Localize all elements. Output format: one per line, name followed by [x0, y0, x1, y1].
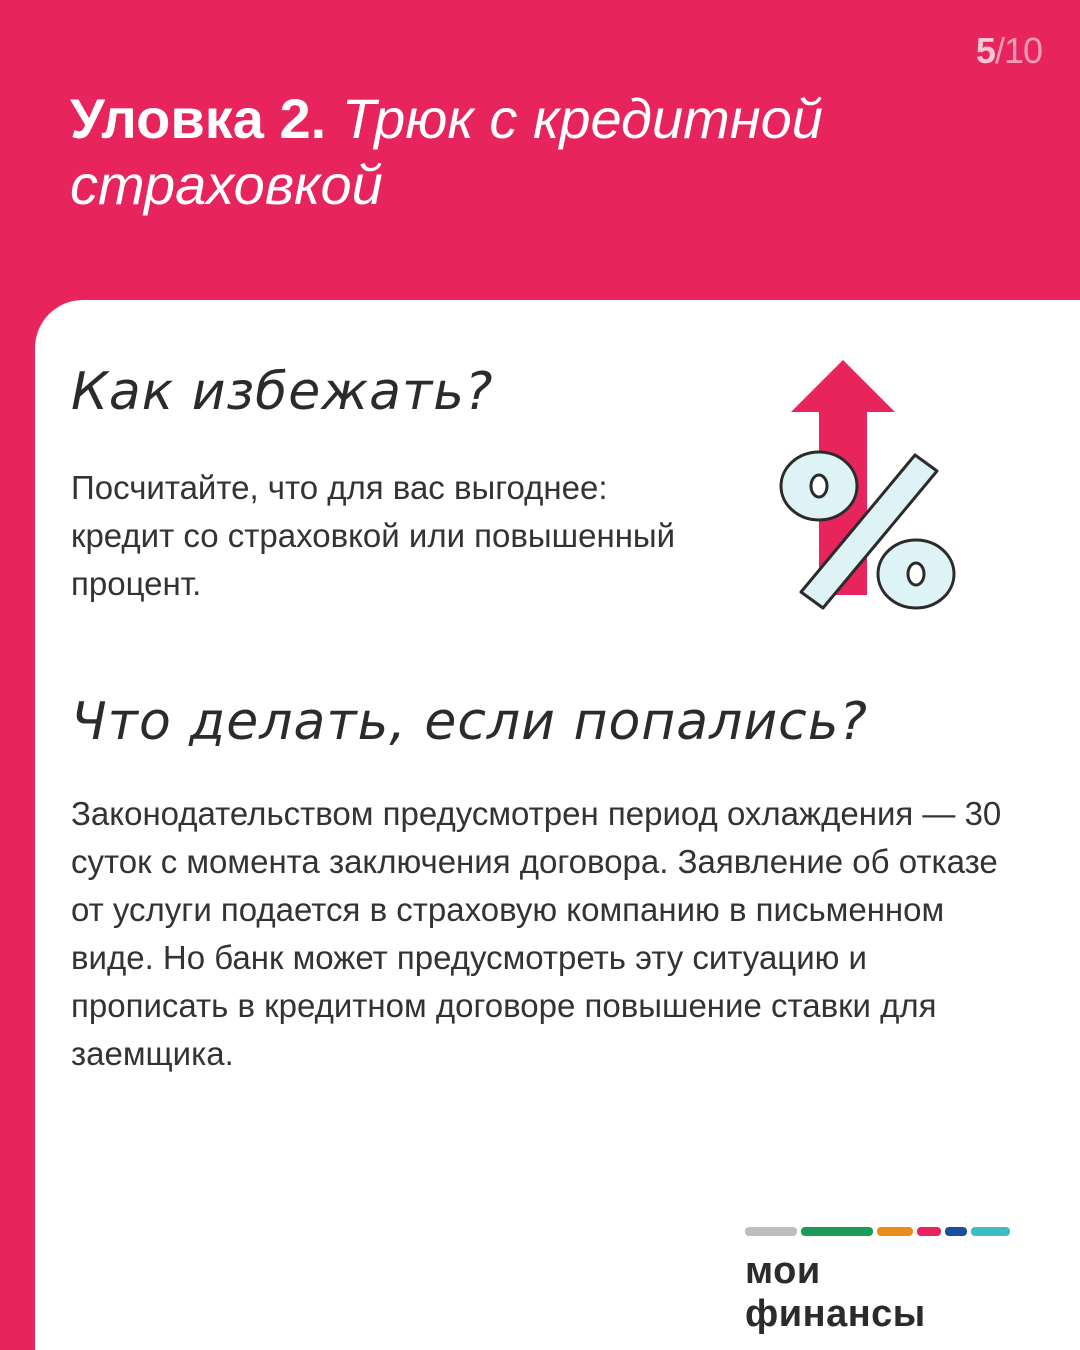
- logo-bar-segment: [917, 1227, 941, 1236]
- section-heading-caught: Что делать, если попались?: [71, 692, 869, 752]
- title-bold: Уловка 2.: [70, 87, 327, 150]
- page-counter-total: /10: [994, 30, 1042, 71]
- logo-bar-segment: [945, 1227, 967, 1236]
- logo-bar-segment: [971, 1227, 1010, 1236]
- logo-bar-segment: [877, 1227, 913, 1236]
- section-heading-avoid: Как избежать?: [71, 362, 494, 422]
- brand-logo: [745, 1227, 1010, 1336]
- percent-arrow-up-icon: [775, 350, 1015, 620]
- logo-color-bar: [745, 1227, 1010, 1236]
- page-counter-current: 5: [975, 30, 995, 71]
- logo-bar-segment: [745, 1227, 797, 1236]
- content-card: [35, 300, 1080, 1350]
- brand-name: мои финансы: [745, 1250, 926, 1335]
- header: [0, 0, 1080, 300]
- page-title: [70, 86, 970, 218]
- logo-bar-segment: [801, 1227, 873, 1236]
- page-counter: [976, 30, 1042, 72]
- section-text-caught: Законодательством предусмотрен период охлаждения — 30 суток с момента заключения договора. Заявление об отказе от услуги подается в страховую компанию в письменном виде. Но банк может предусмотреть эту ситуацию и прописать в кредитном договоре повышение ставки для заемщика.: [71, 795, 1002, 1072]
- section-text-avoid: Посчитайте, что для вас выгоднее: кредит со страховкой или повышенный процент.: [71, 469, 676, 602]
- title-italic: Трюк с кредитной страховкой: [70, 87, 823, 216]
